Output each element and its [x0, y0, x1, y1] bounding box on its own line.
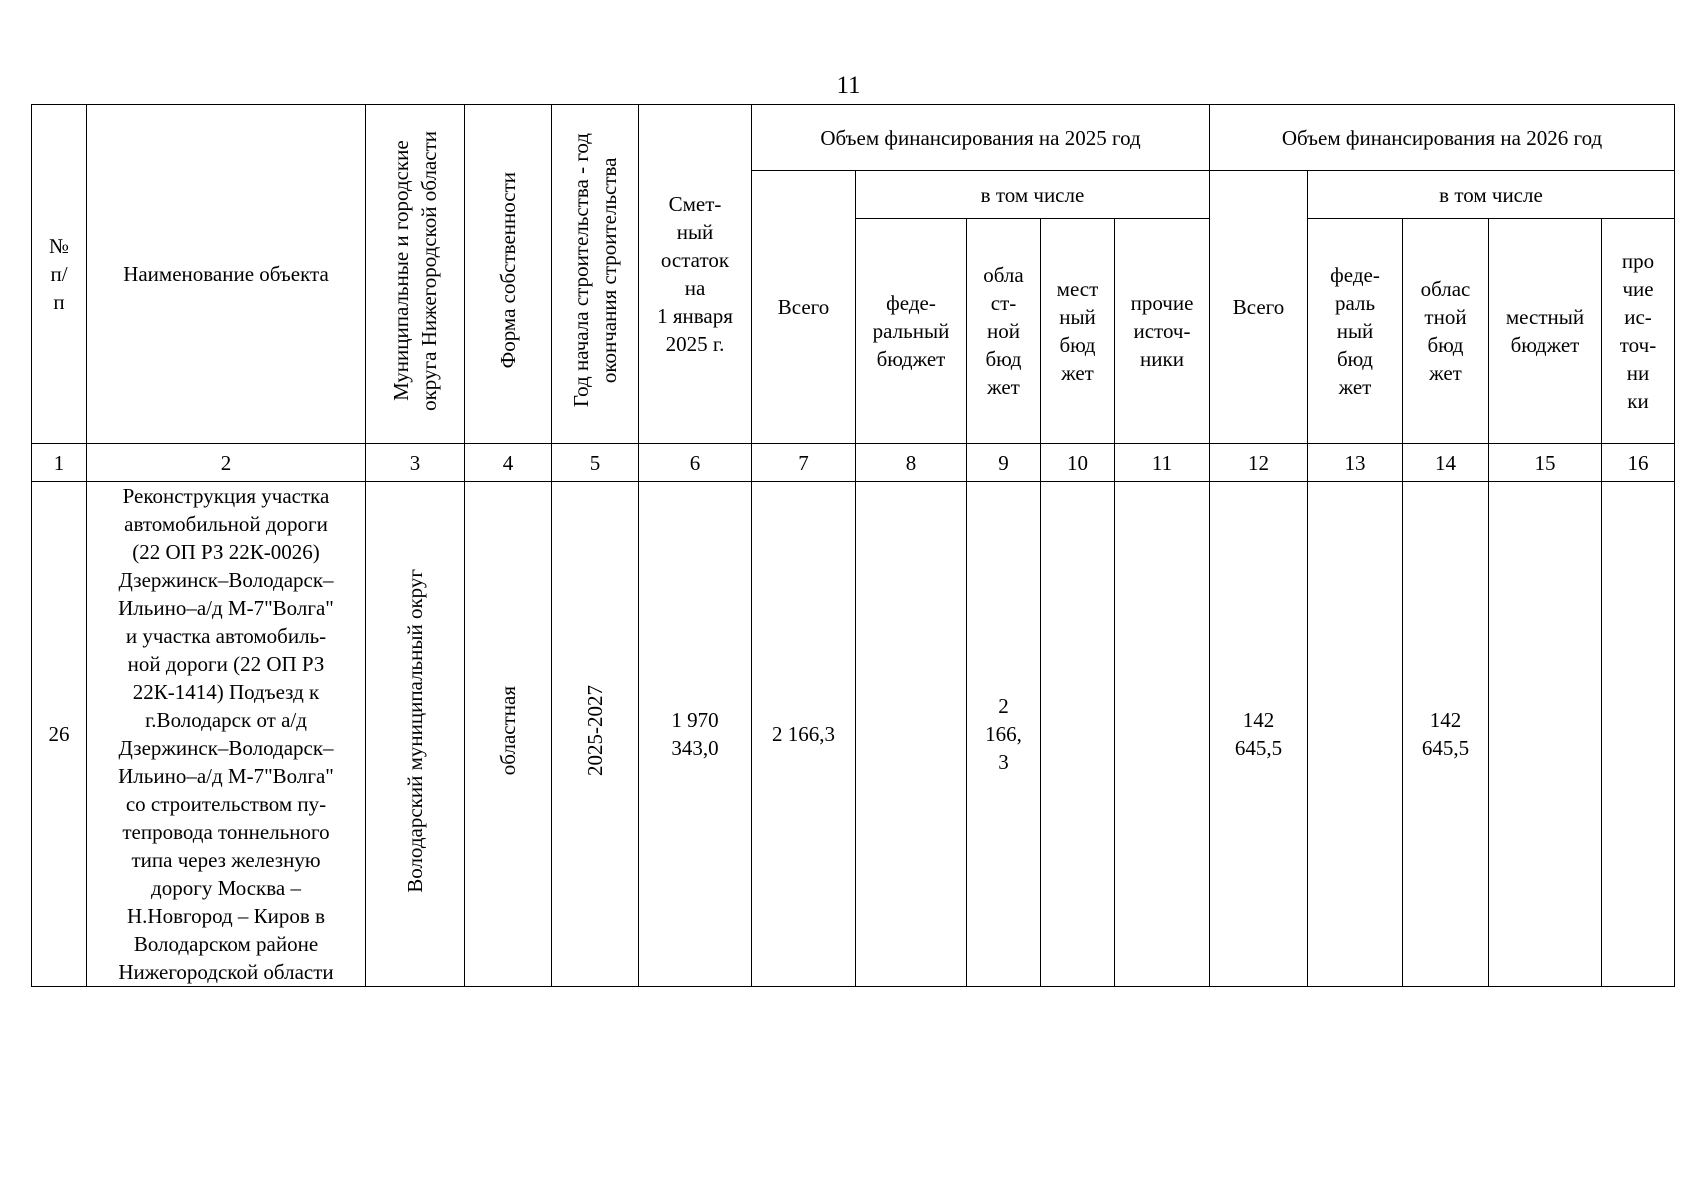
- page-number: 11: [836, 72, 861, 99]
- header-other-2025: прочие источ- ники: [1115, 219, 1210, 444]
- header-num: № п/ п: [32, 105, 87, 444]
- row-municipality: Володарский муниципальный округ: [366, 482, 465, 987]
- header-total-2025: Всего: [752, 171, 856, 444]
- header-financing-2026: Объем финансирования на 2026 год: [1210, 105, 1675, 171]
- row-local-2025: [1041, 482, 1115, 987]
- row-regional-2025: 2 166, 3: [967, 482, 1041, 987]
- column-number: 7: [752, 444, 856, 482]
- column-number: 14: [1403, 444, 1489, 482]
- column-number: 12: [1210, 444, 1308, 482]
- header-including-2026: в том числе: [1308, 171, 1675, 219]
- header-regional-2026: облас тной бюд жет: [1403, 219, 1489, 444]
- row-regional-2026: 142 645,5: [1403, 482, 1489, 987]
- column-number: 8: [856, 444, 967, 482]
- table-row: [32, 482, 1675, 987]
- column-number: 16: [1602, 444, 1675, 482]
- column-number: 13: [1308, 444, 1403, 482]
- financing-table: [31, 104, 1675, 987]
- row-other-2026: [1602, 482, 1675, 987]
- row-other-2025: [1115, 482, 1210, 987]
- row-total-2026: 142 645,5: [1210, 482, 1308, 987]
- row-num: 26: [32, 482, 87, 987]
- column-number: 9: [967, 444, 1041, 482]
- header-ownership: Форма собственности: [465, 105, 552, 444]
- column-number: 5: [552, 444, 639, 482]
- header-remainder: Смет- ный остаток на 1 января 2025 г.: [639, 105, 752, 444]
- header-name: Наименование объекта: [87, 105, 366, 444]
- header-municipality: Муниципальные и городские округа Нижегородской области: [366, 105, 465, 444]
- column-numbers-row: [32, 444, 1675, 482]
- row-remainder: 1 970 343,0: [639, 482, 752, 987]
- row-object-name: Реконструкция участка автомобильной дороги (22 ОП РЗ 22К-0026) Дзержинск–Володарск– Ильино–а/д М-7"Волга" и участка автомобиль- ной дороги (22 ОП РЗ 22К-1414) Подъезд к г.Володарск от а/д Дзержинск–Володарск– Ильино–а/д М-7"Волга" со строительством пу- тепровода тоннельного типа через железную дорогу Москва – Н.Новгород – Киров в Володарском районе Нижегородской области: [87, 482, 366, 987]
- column-number: 10: [1041, 444, 1115, 482]
- header-federal-2025: феде- ральный бюджет: [856, 219, 967, 444]
- column-number: 6: [639, 444, 752, 482]
- header-federal-2026: феде- раль ный бюд жет: [1308, 219, 1403, 444]
- column-number: 3: [366, 444, 465, 482]
- column-number: 11: [1115, 444, 1210, 482]
- header-including-2025: в том числе: [856, 171, 1210, 219]
- header-total-2026: Всего: [1210, 171, 1308, 444]
- row-local-2026: [1489, 482, 1602, 987]
- header-years: Год начала строительства - год окончания строительства: [552, 105, 639, 444]
- row-federal-2026: [1308, 482, 1403, 987]
- header-local-2025: мест ный бюд жет: [1041, 219, 1115, 444]
- row-years: 2025-2027: [552, 482, 639, 987]
- header-financing-2025: Объем финансирования на 2025 год: [752, 105, 1210, 171]
- row-ownership: областная: [465, 482, 552, 987]
- column-number: 15: [1489, 444, 1602, 482]
- column-number: 2: [87, 444, 366, 482]
- header-local-2026: местный бюджет: [1489, 219, 1602, 444]
- row-federal-2025: [856, 482, 967, 987]
- row-total-2025: 2 166,3: [752, 482, 856, 987]
- header-regional-2025: обла ст- ной бюд жет: [967, 219, 1041, 444]
- header-other-2026: про чие ис- точ- ни ки: [1602, 219, 1675, 444]
- column-number: 1: [32, 444, 87, 482]
- column-number: 4: [465, 444, 552, 482]
